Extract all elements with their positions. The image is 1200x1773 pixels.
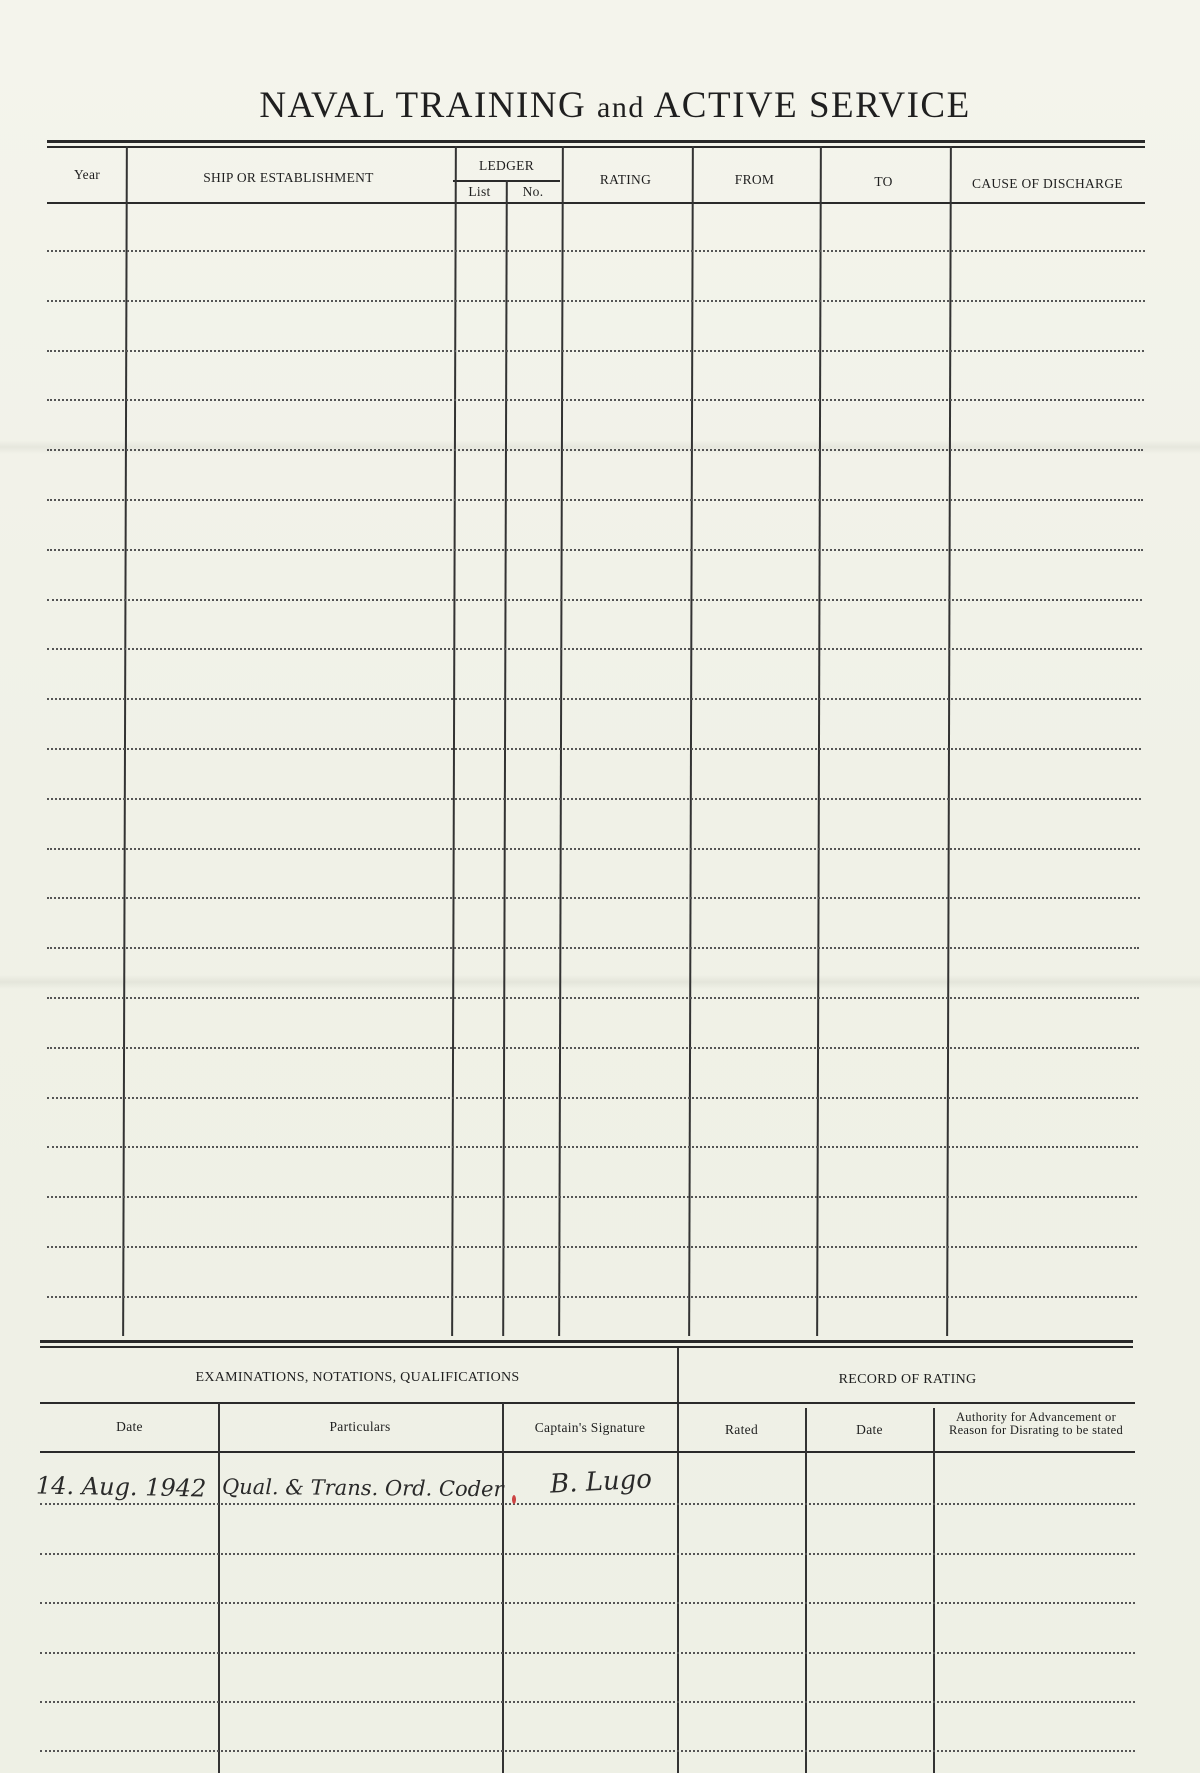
header-ledger: LEDGER xyxy=(478,158,535,173)
header-year: Year xyxy=(73,167,101,182)
header-ship: SHIP OR ESTABLISHMENT xyxy=(203,170,374,185)
entry-line xyxy=(40,1701,1135,1703)
entry-line xyxy=(47,748,1141,750)
entry-line xyxy=(47,648,1142,650)
entry-line xyxy=(47,1296,1137,1298)
column-divider xyxy=(502,1403,504,1773)
column-divider xyxy=(946,146,951,1336)
entry-line xyxy=(47,798,1141,800)
entry-line xyxy=(47,549,1143,551)
exam-header-date: Date xyxy=(116,1419,143,1434)
entry-line xyxy=(40,1503,1135,1505)
entry-line xyxy=(47,599,1142,601)
entry-line xyxy=(47,698,1141,700)
entry-line xyxy=(47,250,1145,252)
entry-line xyxy=(47,997,1139,999)
captain-signature: B. Lugo xyxy=(549,1464,653,1500)
entry-line xyxy=(47,1246,1137,1248)
column-divider xyxy=(218,1403,220,1773)
exam-header-particulars: Particulars xyxy=(329,1419,391,1434)
entry-date: 14. Aug. 1942 xyxy=(35,1471,207,1503)
entry-line xyxy=(47,1047,1139,1049)
rating-header-date: Date xyxy=(856,1422,883,1437)
table-header-rule xyxy=(47,202,1145,204)
title-text: and xyxy=(597,91,645,124)
column-divider xyxy=(451,146,456,1336)
header-ledger-no: No. xyxy=(522,184,544,199)
exam-header-signature: Captain's Signature xyxy=(534,1420,646,1435)
header-from: FROM xyxy=(734,172,775,187)
header-to: TO xyxy=(874,174,893,189)
lower-header-rule xyxy=(40,1402,1135,1404)
column-divider xyxy=(122,146,127,1336)
entry-line xyxy=(40,1750,1135,1752)
entry-line xyxy=(47,897,1140,899)
table-top-rule xyxy=(47,140,1145,143)
entry-line xyxy=(40,1602,1135,1604)
entry-line xyxy=(47,1196,1137,1198)
page-title xyxy=(0,84,1200,127)
entry-line xyxy=(40,1652,1135,1654)
entry-line xyxy=(47,947,1139,949)
title-text: ACTIVE SERVICE xyxy=(653,85,971,126)
exam-section-title: EXAMINATIONS, NOTATIONS, QUALIFICATIONS xyxy=(195,1370,520,1385)
table-top-rule xyxy=(47,146,1145,148)
title-text: NAVAL TRAINING xyxy=(259,85,587,126)
header-cause: CAUSE OF DISCHARGE xyxy=(972,176,1123,191)
red-tick-mark xyxy=(512,1495,516,1504)
entry-line xyxy=(47,350,1144,352)
column-divider xyxy=(688,146,693,1336)
column-divider xyxy=(933,1408,935,1773)
column-divider xyxy=(805,1408,807,1773)
entry-particulars: Qual. & Trans. Ord. Coder xyxy=(221,1474,504,1502)
rating-header-rated: Rated xyxy=(725,1422,758,1437)
header-ledger-list: List xyxy=(468,184,491,199)
entry-line xyxy=(47,300,1145,302)
rating-header-authority: Authority for Advancement or Reason for Disrating to be stated xyxy=(948,1410,1124,1437)
section-divider xyxy=(40,1346,1133,1348)
lower-header-bottom-rule xyxy=(40,1451,1135,1453)
paper-crease xyxy=(0,975,1200,989)
section-divider xyxy=(40,1340,1133,1343)
entry-line xyxy=(47,499,1143,501)
section-split-line xyxy=(677,1348,679,1773)
entry-line xyxy=(47,449,1143,451)
paper-crease xyxy=(0,440,1200,454)
entry-line xyxy=(47,1146,1138,1148)
header-rating: RATING xyxy=(599,172,652,187)
entry-line xyxy=(47,399,1144,401)
entry-line xyxy=(47,848,1140,850)
column-divider xyxy=(558,146,563,1336)
column-divider xyxy=(502,180,507,1336)
entry-line xyxy=(47,1097,1138,1099)
rating-section-title: RECORD OF RATING xyxy=(838,1372,977,1387)
column-divider xyxy=(816,146,821,1336)
entry-line xyxy=(40,1553,1135,1555)
